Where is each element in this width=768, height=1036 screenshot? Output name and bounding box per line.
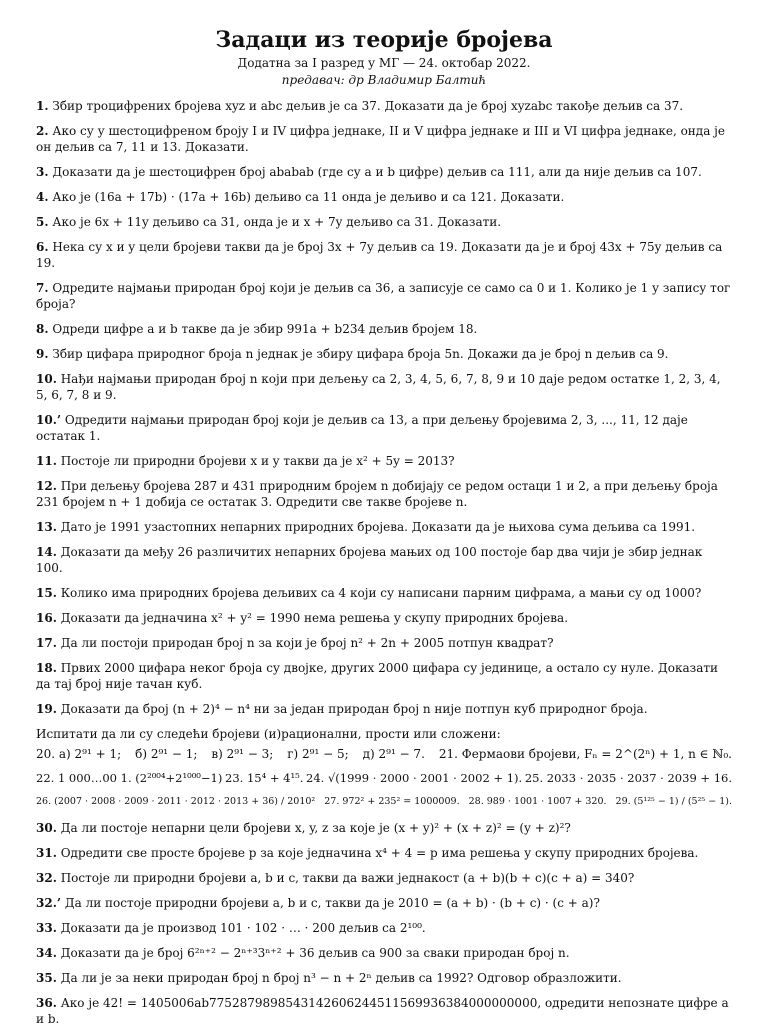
- problem-text: При дељењу бројева 287 и 431 природним бројем n добијају се редом остаци 1 и 2, а при дељењу броја 231 бројем n + 1 добија се остатак 3. Одредити све такве бројеве n.: [36, 479, 718, 509]
- section-intro: Испитати да ли су следећи бројеви (и)рационални, прости или сложени:: [36, 727, 501, 741]
- problem-number: 13.: [36, 520, 57, 534]
- problem-text: Да ли је за неки природан број n број n³ − n + 2ⁿ дељив са 1992? Одговор образложити.: [60, 971, 622, 985]
- problem-number: 2.: [36, 124, 49, 138]
- problem-text: Доказати да број (n + 2)⁴ − n⁴ ни за један природан број n није потпун куб природног броја.: [60, 702, 648, 716]
- problem-item: [36, 371, 732, 403]
- problem-row-22-25: [36, 770, 732, 786]
- problem-text: Одредити све просте бројеве p за које једначина x⁴ + 4 = p има решења у скупу природних бројева.: [60, 846, 699, 860]
- problem-item: [36, 164, 732, 180]
- problem-number: 14.: [36, 545, 57, 559]
- problem-item: [36, 970, 732, 986]
- problem-text: Ако је (16a + 17b) · (17a + 16b) дељиво са 11 онда је дељиво и са 121. Доказати.: [52, 190, 565, 204]
- problem-number: 33.: [36, 921, 57, 935]
- problem-text: Постоје ли природни бројеви a, b и c, такви да важи једнакост (a + b)(b + c)(c + a) = 340?: [60, 871, 635, 885]
- problem-text: Ако је 42! = 1405006ab7752879898543142606244511569936384000000000, одредити непознате цифре a и b.: [36, 996, 729, 1026]
- problem-number: 18.: [36, 661, 57, 675]
- problem-number: 19.: [36, 702, 57, 716]
- problem-item: [36, 610, 732, 626]
- problem-item: [36, 870, 732, 886]
- problem-number: 3.: [36, 165, 49, 179]
- problem-text: Ако је 6x + 11y дељиво са 31, онда је и x + 7y дељиво са 31. Доказати.: [52, 215, 502, 229]
- problem-number: 30.: [36, 821, 57, 835]
- problem-text: Нађи најмањи природан број n који при дељењу са 2, 3, 4, 5, 6, 7, 8, 9 и 10 даје редом остатке 1, 2, 3, 4, 5, 6, 7, 8 и 9.: [36, 372, 721, 402]
- problem-item: [36, 945, 732, 961]
- problem-item: [36, 280, 732, 312]
- problem-item: [36, 920, 732, 936]
- problem-number: 11.: [36, 454, 57, 468]
- problem-item: [36, 701, 732, 717]
- problem-number: 12.: [36, 479, 57, 493]
- problem-cell: 26. (2007 · 2008 · 2009 · 2011 · 2012 · 2013 + 36) / 2010²: [36, 796, 316, 807]
- problem-number: 35.: [36, 971, 57, 985]
- problem-text: Ако су у шестоцифреном броју I и IV цифра једнаке, II и V цифра једнаке и III и VI цифра једнаке, онда је он дељив са 7, 11 и 13. Доказати.: [36, 124, 725, 154]
- lecturer: предавач: др Владимир Балтић: [281, 73, 487, 87]
- problem-item: [36, 239, 732, 271]
- problem-number: 6.: [36, 240, 49, 254]
- problem-number: 36.: [36, 996, 57, 1010]
- problem-cell: 28. 989 · 1001 · 1007 + 320.: [468, 796, 607, 807]
- problem-item: [36, 544, 732, 576]
- problem-text: Збир троцифрених бројева xyz и abc дељив је са 37. Доказати да је број xyzabc такође дељив са 37.: [52, 99, 684, 113]
- problem-text: Да ли постоје природни бројеви a, b и c, такви да је 2010 = (a + b) · (b + c) · (c + a)?: [64, 896, 600, 910]
- problem-item: [36, 346, 732, 362]
- problem-list-2: [36, 820, 732, 1027]
- problem-cell: 23. 15⁴ + 4¹⁵.: [225, 771, 304, 785]
- problem-text: Збир цифара природног броја n једнак је збиру цифара броја 5n. Докажи да је број n дељив са 9.: [52, 347, 669, 361]
- problem-cell: 21. Фермаови бројеви, Fₙ = 2^(2ⁿ) + 1, n ∈ ℕ₀.: [438, 747, 732, 761]
- problem-text: Колико има природних бројева дељивих са 4 који су написани парним цифрама, а мањи су од 1000?: [60, 586, 702, 600]
- problem-text: Првих 2000 цифара неког броја су двојке, других 2000 цифара су јединице, а остало су нуле. Доказати да тај број није тачан куб.: [36, 661, 718, 691]
- problem-row-20-21: [36, 746, 732, 762]
- problem-number: 16.: [36, 611, 57, 625]
- problem-item: [36, 453, 732, 469]
- problem-cell: д) 2⁹¹ − 7.: [362, 747, 425, 761]
- problem-number: 10.: [36, 372, 57, 386]
- problem-number: 31.: [36, 846, 57, 860]
- problem-list: [36, 98, 732, 717]
- problem-item: [36, 189, 732, 205]
- problem-text: Нека су x и y цели бројеви такви да је број 3x + 7y дељив са 19. Доказати да је и број 43x + 75y дељив са 19.: [36, 240, 723, 270]
- problem-cell: 29. (5¹²⁵ − 1) / (5²⁵ − 1).: [615, 796, 732, 807]
- problem-text: Доказати да је шестоцифрен број ababab (где су a и b цифре) дељив са 111, али да није дељив са 107.: [52, 165, 702, 179]
- problem-number: 17.: [36, 636, 57, 650]
- problem-cell: 22. 1 000…00 1. (2²⁰⁰⁴+2¹⁰⁰⁰−1): [36, 771, 223, 785]
- problem-cell: 27. 972² + 235² = 1000009.: [324, 796, 460, 807]
- problem-item: [36, 660, 732, 692]
- problem-number: 4.: [36, 190, 49, 204]
- problem-item: [36, 214, 732, 230]
- problem-number: 15.: [36, 586, 57, 600]
- problem-item: [36, 995, 732, 1027]
- problem-number: 10.’: [36, 413, 62, 427]
- problem-number: 8.: [36, 322, 49, 336]
- problem-number: 34.: [36, 946, 57, 960]
- problem-item: [36, 635, 732, 651]
- problem-item: [36, 895, 732, 911]
- problem-cell: 24. √(1999 · 2000 · 2001 · 2002 + 1).: [306, 771, 523, 785]
- problem-text: Одредити најмањи природан број који је дељив са 13, а при дељењу бројевима 2, 3, ..., 11, 12 даје остатак 1.: [36, 413, 688, 443]
- problem-text: Доказати да једначина x² + y² = 1990 нема решења у скупу природних бројева.: [60, 611, 569, 625]
- problem-text: Доказати да је број 6²ⁿ⁺² − 2ⁿ⁺³3ⁿ⁺² + 36 дељив са 900 за сваки природан број n.: [60, 946, 570, 960]
- problem-number: 32.: [36, 871, 57, 885]
- problem-number: 1.: [36, 99, 49, 113]
- problem-cell: г) 2⁹¹ − 5;: [287, 747, 349, 761]
- problem-row-26-29: [36, 794, 732, 810]
- problem-item: [36, 478, 732, 510]
- problem-text: Постоје ли природни бројеви x и y такви да је x² + 5y = 2013?: [60, 454, 455, 468]
- problem-text: Дато је 1991 узастопних непарних природних бројева. Доказати да је њихова сума дељива са 1991.: [60, 520, 696, 534]
- problem-item: [36, 845, 732, 861]
- problem-item: [36, 820, 732, 836]
- problem-text: Да ли постоји природан број n за који је број n² + 2n + 2005 потпун квадрат?: [60, 636, 554, 650]
- problem-item: [36, 321, 732, 337]
- problem-cell: 25. 2033 · 2035 · 2037 · 2039 + 16.: [524, 771, 732, 785]
- problem-number: 5.: [36, 215, 49, 229]
- problem-cell: 20. а) 2⁹¹ + 1;: [36, 747, 122, 761]
- problem-number: 32.’: [36, 896, 62, 910]
- problem-text: Да ли постоје непарни цели бројеви x, y, z за које је (x + y)² + (x + z)² = (y + z)²?: [60, 821, 571, 835]
- problem-text: Одреди цифре a и b такве да је збир 991a + b234 дељив бројем 18.: [52, 322, 478, 336]
- subtitle: Додатна за I разред у МГ — 24. октобар 2022.: [237, 56, 531, 70]
- problem-item: [36, 123, 732, 155]
- problem-item: [36, 585, 732, 601]
- problem-text: Доказати да је производ 101 · 102 · … · 200 дељив са 2¹⁰⁰.: [60, 921, 426, 935]
- problem-item: [36, 98, 732, 114]
- problem-cell: в) 2⁹¹ − 3;: [211, 747, 274, 761]
- page-title: Задаци из теорије бројева: [215, 27, 553, 53]
- problem-item: [36, 412, 732, 444]
- problem-text: Доказати да међу 26 различитих непарних бројева мањих од 100 постоје бар два чији је збир једнак 100.: [36, 545, 703, 575]
- problem-number: 9.: [36, 347, 49, 361]
- problem-text: Одредите најмањи природан број који је дељив са 36, а записује се само са 0 и 1. Колико је 1 у запису тог броја?: [36, 281, 731, 311]
- problem-cell: б) 2⁹¹ − 1;: [135, 747, 198, 761]
- problem-item: [36, 519, 732, 535]
- problem-number: 7.: [36, 281, 49, 295]
- page: [36, 26, 732, 1036]
